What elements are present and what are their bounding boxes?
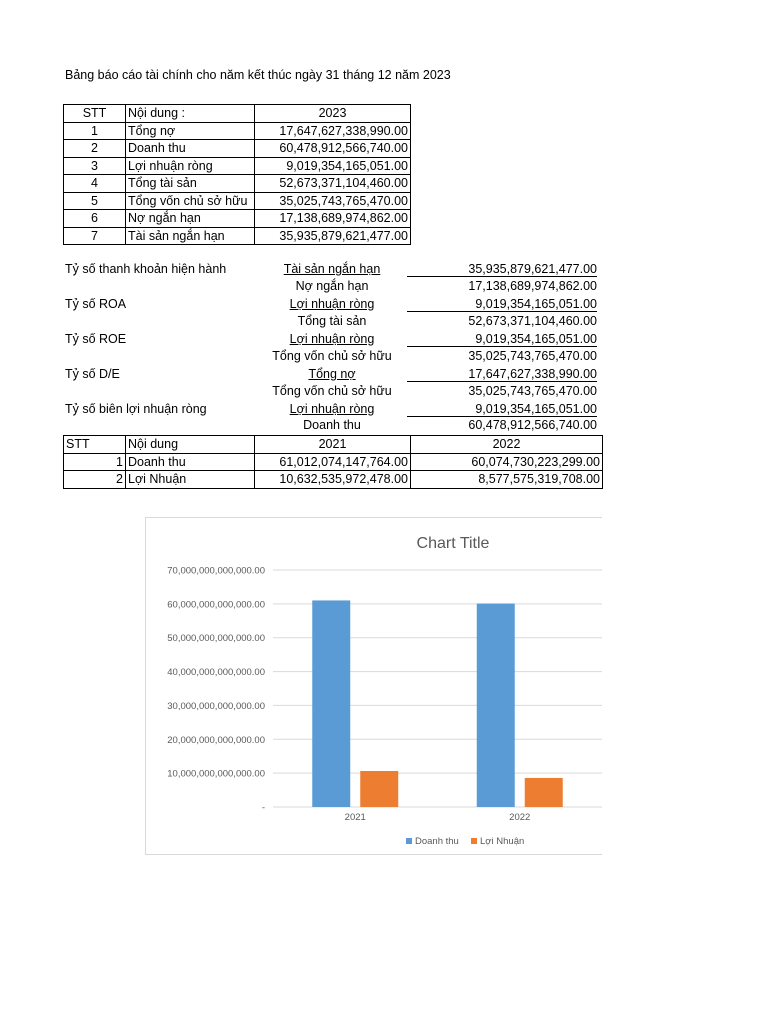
row-item: Doanh thu: [126, 453, 255, 471]
y-tick-label: 30,000,000,000,000.00: [167, 700, 265, 712]
bar: [360, 771, 398, 807]
legend-swatch: [406, 838, 412, 844]
report-title: Bảng báo cáo tài chính cho năm kết thúc ngày 31 tháng 12 năm 2023: [65, 68, 451, 82]
row-item: Lợi nhuận ròng: [126, 157, 255, 175]
ratio-numerator-value: 9,019,354,165,051.00: [407, 332, 597, 347]
row-value: 17,647,627,338,990.00: [255, 122, 411, 140]
row-value: 35,025,743,765,470.00: [255, 192, 411, 210]
ratio-numerator-value: 9,019,354,165,051.00: [407, 402, 597, 417]
x-tick-label: 2021: [344, 812, 366, 823]
ratio-denominator: Tổng tài sản: [297, 314, 367, 328]
row-stt: 6: [64, 210, 126, 228]
ratio-label: Tỷ số ROE: [65, 332, 127, 346]
row-value: 35,935,879,621,477.00: [255, 227, 411, 245]
ratio-numerator-value: 35,935,879,621,477.00: [407, 262, 597, 277]
row-stt: 7: [64, 227, 126, 245]
y-tick-label: 40,000,000,000,000.00: [167, 667, 265, 679]
header-stt: STT: [64, 436, 126, 454]
ratio-denominator-value: 35,025,743,765,470.00: [468, 349, 597, 363]
ratio-numerator-value: 9,019,354,165,051.00: [407, 297, 597, 312]
row-stt: 3: [64, 157, 126, 175]
ratio-numerator: Lợi nhuận ròng: [289, 297, 375, 311]
chart-container[interactable]: [145, 517, 602, 855]
ratio-label: Tỷ số D/E: [65, 367, 120, 381]
row-stt: 1: [64, 453, 126, 471]
row-stt: 2: [64, 140, 126, 158]
header-content: Nội dung :: [126, 105, 255, 123]
ratio-label: Tỷ số biên lợi nhuận ròng: [65, 402, 207, 416]
table-header-row: [64, 105, 411, 123]
header-stt: STT: [64, 105, 126, 123]
header-2023: 2023: [255, 105, 411, 123]
row-item: Tổng nợ: [126, 122, 255, 140]
row-stt: 1: [64, 122, 126, 140]
ratio-denominator-value: 17,138,689,974,862.00: [468, 279, 597, 293]
legend-label: Lợi Nhuận: [480, 836, 525, 847]
row-value-2022: 8,577,575,319,708.00: [411, 471, 603, 489]
y-tick-label: 20,000,000,000,000.00: [167, 734, 265, 746]
row-stt: 2: [64, 471, 126, 489]
ratio-numerator: Lợi nhuận ròng: [289, 332, 375, 346]
row-value: 60,478,912,566,740.00: [255, 140, 411, 158]
row-value-2021: 10,632,535,972,478.00: [255, 471, 411, 489]
row-value-2021: 61,012,074,147,764.00: [255, 453, 411, 471]
row-item: Tài sản ngắn hạn: [126, 227, 255, 245]
table-row: [64, 175, 411, 193]
row-stt: 5: [64, 192, 126, 210]
financial-table-2023: [63, 104, 411, 245]
y-tick-label: 70,000,000,000,000.00: [167, 565, 265, 577]
row-value: 17,138,689,974,862.00: [255, 210, 411, 228]
legend-label: Doanh thu: [415, 836, 459, 847]
table-row: [64, 227, 411, 245]
row-value-2022: 60,074,730,223,299.00: [411, 453, 603, 471]
row-stt: 4: [64, 175, 126, 193]
chart-title: Chart Title: [416, 535, 490, 552]
table-row: [64, 157, 411, 175]
header-2022: 2022: [411, 436, 603, 454]
ratio-numerator: Tài sản ngắn hạn: [283, 262, 381, 276]
row-item: Tổng vốn chủ sở hữu: [126, 192, 255, 210]
row-item: Doanh thu: [126, 140, 255, 158]
table-row: [64, 471, 603, 489]
table-row: [64, 453, 603, 471]
bar-chart: [146, 518, 602, 854]
ratio-label: Tỷ số ROA: [65, 297, 127, 311]
legend-swatch: [471, 838, 477, 844]
table-row: [64, 122, 411, 140]
ratio-denominator-value: 52,673,371,104,460.00: [468, 314, 597, 328]
y-tick-label: 10,000,000,000,000.00: [167, 768, 265, 780]
revenue-profit-table: [63, 435, 603, 489]
table-row: [64, 140, 411, 158]
y-tick-label: 60,000,000,000,000.00: [167, 599, 265, 611]
header-2021: 2021: [255, 436, 411, 454]
table-row: [64, 210, 411, 228]
y-tick-label: 50,000,000,000,000.00: [167, 633, 265, 645]
bar: [477, 604, 515, 807]
bar: [525, 778, 563, 807]
table-header-row: [64, 436, 603, 454]
ratio-denominator-value: 60,478,912,566,740.00: [468, 418, 597, 432]
row-value: 52,673,371,104,460.00: [255, 175, 411, 193]
row-item: Tổng tài sản: [126, 175, 255, 193]
header-content: Nội dung: [126, 436, 255, 454]
ratio-numerator: Lợi nhuận ròng: [289, 402, 375, 416]
ratio-denominator: Nợ ngắn hạn: [295, 279, 369, 293]
ratio-denominator: Doanh thu: [303, 418, 361, 432]
ratio-label: Tỷ số thanh khoản hiện hành: [65, 262, 227, 276]
bar: [312, 600, 350, 807]
row-item: Nợ ngắn hạn: [126, 210, 255, 228]
ratio-denominator: Tổng vốn chủ sở hữu: [272, 349, 392, 363]
ratio-numerator-value: 17,647,627,338,990.00: [407, 367, 597, 382]
row-value: 9,019,354,165,051.00: [255, 157, 411, 175]
ratio-numerator: Tổng nợ: [308, 367, 356, 381]
table-row: [64, 192, 411, 210]
ratio-denominator: Tổng vốn chủ sở hữu: [272, 384, 392, 398]
ratio-denominator-value: 35,025,743,765,470.00: [468, 384, 597, 398]
row-item: Lợi Nhuận: [126, 471, 255, 489]
x-tick-label: 2022: [509, 812, 531, 823]
y-tick-label: -: [261, 802, 265, 814]
